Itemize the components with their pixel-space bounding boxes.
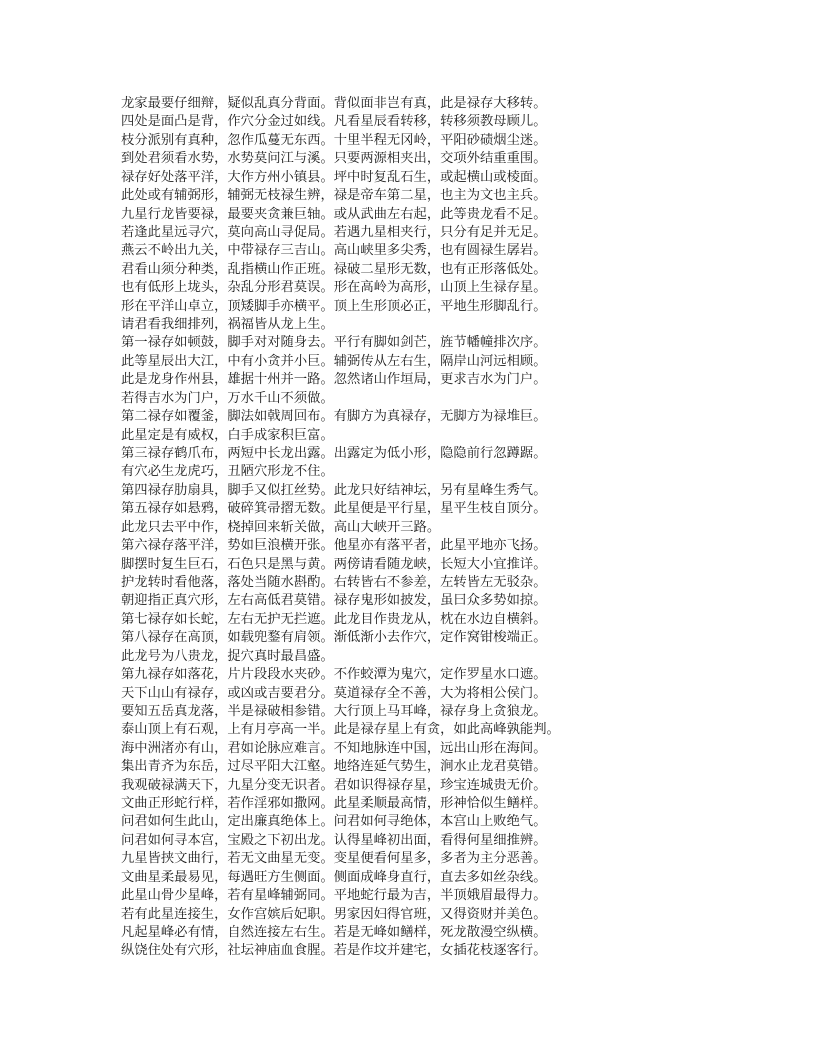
text-line: 海中洲渚亦有山，君如论脉应难言。不知地脉连中国，远出山形在海间。: [121, 740, 547, 756]
text-line: 君看山须分种类，乱指横山作正班。禄破二星形无数，也有正形落低处。: [121, 261, 547, 277]
text-line: 九星行龙皆要禄，最要夹贪兼巨轴。或从武曲左右起，此等贵龙看不足。: [121, 206, 547, 222]
text-line: 此处或有辅弼形，辅弼无枝禄生辨，禄是帝车第二星，也主为文也主兵。: [121, 188, 547, 204]
text-line: 龙家最要仔细辩，疑似乱真分背面。背似面非岂有真，此是禄存大移转。: [121, 96, 547, 111]
text-line: 第八禄存在高顶，如载兜鍪有肩领。渐低渐小去作穴，定作窝钳梭端正。: [121, 630, 547, 646]
text-line: 我观破禄满天下，九星分变无识者。君如识得禄存星，珍宝连城贵无价。: [121, 777, 547, 793]
text-line: 四处是面凸是背，作穴分金过如线。凡看星辰看转移，转移须教母顾儿。: [121, 114, 547, 130]
text-line: 到处君须看水势，水势莫问江与溪。只要两源相夹出，交项外结重重围。: [121, 151, 547, 167]
poem-text-block: [121, 95, 721, 961]
text-line: 有穴必生龙虎巧，丑陋穴形龙不住。: [121, 464, 334, 480]
text-line: 第九禄存如落花，片片段段水夹砂。不作蛟潭为鬼穴，定作罗星水口遮。: [121, 667, 547, 683]
text-line: 集出青齐为东岳，过尽平阳大江壑。地络连延气势生，涧水止龙君莫错。: [121, 759, 547, 775]
text-line: 请君看我细排列，祸福皆从龙上生。: [121, 317, 334, 333]
text-line: 也有低形上垅头，杂乱分形君莫误。形在高岭为高形，山顶上生禄存星。: [121, 280, 547, 296]
text-line: 此星定是有威权，白手成家积巨富。: [121, 427, 334, 443]
text-line: 形在平洋山卓立，顶矮脚手亦横平。顶上生形顶必正，平地生形脚乱行。: [121, 298, 547, 314]
text-line: 第二禄存如覆釜，脚法如戟周回布。有脚方为真禄存，无脚方为禄堆巨。: [121, 409, 547, 425]
text-line: 第五禄存如悬鸦，破碎箕帚摺无数。此星便是平行星，星平生枝自顶分。: [121, 501, 547, 517]
text-line: 文曲星柔最易见，每遇旺方生侧面。侧面成峰身直行，直去多如丝杂线。: [121, 869, 547, 885]
text-line: 枝分派别有真种，忽作瓜蔓无东西。十里半程无冈岭，平阳砂碛烟尘迷。: [121, 132, 547, 148]
text-line: 第三禄存鹤爪布，两短中长龙出露。出露定为低小形，隐隐前行忽蹲踞。: [121, 446, 547, 462]
text-line: 若逢此星远寻穴，莫向高山寻促局。若遇九星相夹行，只分有足并无足。: [121, 224, 547, 240]
text-line: 问君如何寻本宫，宝殿之下初出龙。认得星峰初出面，看得何星细推辨。: [121, 832, 547, 848]
text-line: 此龙只去平中作，桡掉回来斩关做，高山大峡开三路。: [121, 519, 441, 535]
text-line: 若得吉水为门户，万水千山不须做。: [121, 390, 334, 406]
text-line: 凡起星峰必有情，自然连接左右生。若是无峰如鳝样，死龙散漫空纵横。: [121, 924, 547, 940]
text-line: 问君如何生此山，定出廉真绝体上。问君如何寻绝体，本宫山上败绝气。: [121, 814, 547, 830]
text-line: 脚摆时复生巨石，石色只是黑与黄。两傍请看随龙峡，长短大小宜推详。: [121, 556, 547, 572]
text-line: 泰山顶上有石观，上有月亭高一半。此是禄存星上有贪，如此高峰孰能判。: [121, 722, 560, 738]
text-line: 此是龙身作州县，雄据十州并一路。忽然诸山作垣局，更求吉水为门户。: [121, 372, 547, 388]
text-line: 第四禄存肋扇具，脚手又似扛丝势。此龙只好结神坛，另有星峰生秀气。: [121, 482, 547, 498]
text-line: 天下山山有禄存，或凶或吉要君分。莫道禄存全不善，大为将相公侯门。: [121, 685, 547, 701]
text-line: 第七禄存如长蛇，左右无护无拦遮。此龙目作贵龙从，枕在水边自横斜。: [121, 611, 547, 627]
text-line: 要知五岳真龙落，半是禄破相参错。大行顶上马耳峰，禄存身上贪狼龙。: [121, 703, 547, 719]
text-line: 若有此星连接生，女作宫嫔后妃职。男家因妇得官班，又得资财并美色。: [121, 906, 547, 922]
text-line: 第一禄存如顿鼓，脚手对对随身去。平行有脚如剑芒，旌节幡幢排次序。: [121, 335, 547, 351]
text-line: 文曲正形蛇行样，若作淫邪如撒网。此星柔顺最高情，形神恰似生鳝样。: [121, 796, 547, 812]
text-line: 此星山骨少星峰，若有星峰辅弼同。平地蛇行最为吉，半顶娥眉最得力。: [121, 888, 547, 904]
text-line: 护龙转时看他落，落处当随水斟酌。右转皆右不参差，左转皆左无驳杂。: [121, 574, 547, 590]
text-line: 此等星辰出大江，中有小贪并小巨。辅弼传从左右生，隔岸山河远相顾。: [121, 353, 547, 369]
text-line: 此龙号为八贵龙，捉穴真时最昌盛。: [121, 648, 334, 664]
text-line: 禄存好处落平洋，大作方州小镇县。坪中时复乱石生，或起横山或棱面。: [121, 169, 547, 185]
text-line: 第六禄存落平洋，势如巨浪横开张。他星亦有落平者，此星平地亦飞扬。: [121, 538, 547, 554]
text-line: 九星皆挟文曲行，若无文曲星无变。变星便看何星多，多者为主分恶善。: [121, 851, 547, 867]
text-line: 燕云不岭出九关，中带禄存三吉山。高山峡里多尖秀，也有圆禄生孱岩。: [121, 243, 547, 259]
text-line: 朝迎指正真穴形，左右高低君莫错。禄存鬼形如披发，虽曰众多势如掠。: [121, 593, 547, 609]
text-line: 纵饶住处有穴形，社坛神庙血食腥。若是作坟并建宅，女插花枝逐客行。: [121, 943, 547, 959]
